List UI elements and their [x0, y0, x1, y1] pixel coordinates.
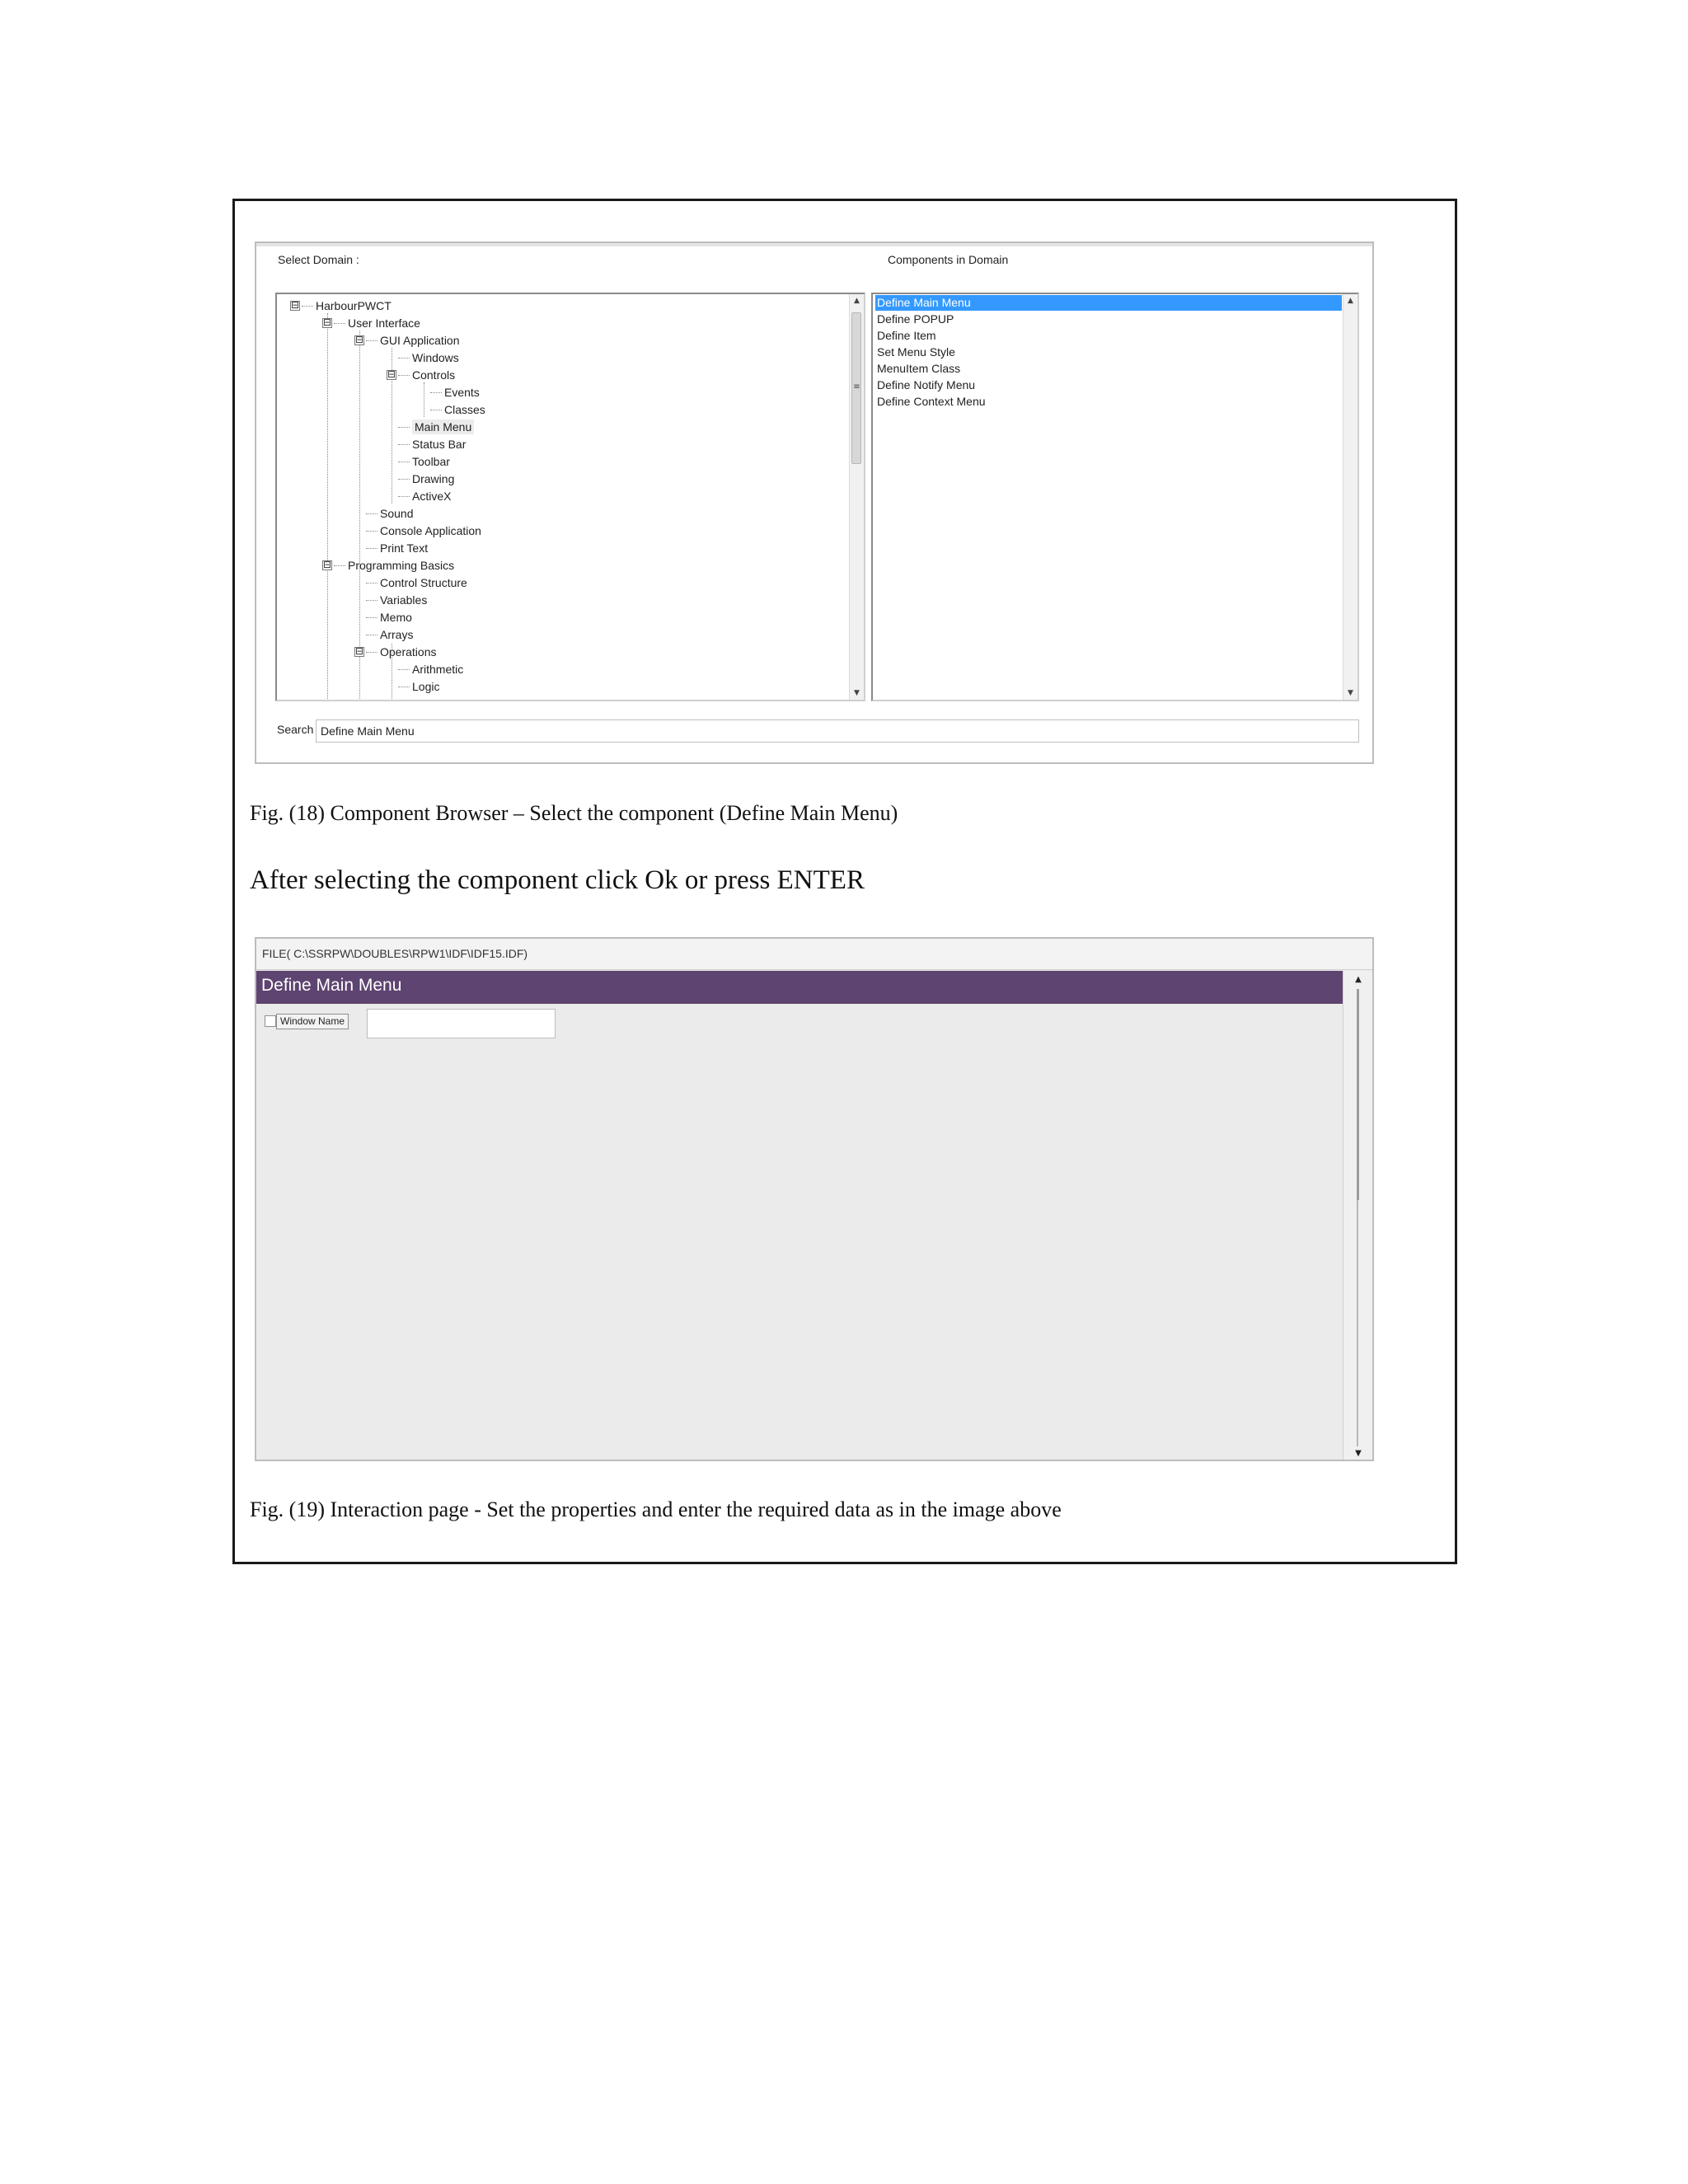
figure-18-caption: Fig. (18) Component Browser – Select the component (Define Main Menu): [250, 801, 898, 825]
component-list-item[interactable]: Set Menu Style: [877, 345, 955, 359]
file-path-bar: FILE( C:\SSRPW\DOUBLES\RPW1\IDF\IDF15.IDF): [256, 939, 1372, 970]
tree-item[interactable]: GUI Application: [380, 334, 460, 347]
component-list-item[interactable]: Define Notify Menu: [877, 378, 976, 391]
tree-item[interactable]: Print Text: [380, 541, 429, 555]
tree-toggle-icon[interactable]: ⊟: [323, 316, 332, 328]
tree-toggle-icon[interactable]: ⊟: [355, 334, 364, 345]
browser-top-edge: [256, 243, 1372, 246]
tree-item[interactable]: Control Structure: [380, 576, 467, 589]
component-list-item[interactable]: Define Item: [877, 329, 936, 342]
tree-item[interactable]: Toolbar: [412, 455, 450, 468]
select-domain-label: Select Domain :: [278, 253, 359, 266]
domain-tree-scrollbar[interactable]: [849, 294, 864, 700]
tree-item[interactable]: Memo: [380, 611, 412, 624]
interaction-page: [255, 937, 1374, 1461]
tree-item[interactable]: Sound: [380, 507, 414, 520]
component-list-item[interactable]: Define Main Menu: [875, 295, 1342, 311]
search-label: Search: [277, 723, 314, 736]
tree-item[interactable]: Windows: [412, 351, 459, 364]
tree-toggle-icon[interactable]: ⊟: [291, 299, 300, 311]
tree-toggle-icon[interactable]: ⊟: [355, 645, 364, 657]
component-list-item[interactable]: Define Context Menu: [877, 395, 986, 408]
window-name-label[interactable]: Window Name: [276, 1014, 349, 1029]
components-list[interactable]: [871, 293, 1359, 701]
tree-item[interactable]: Main Menu: [412, 419, 474, 434]
scroll-down-icon[interactable]: ▼: [1348, 689, 1353, 697]
window-name-input[interactable]: [367, 1009, 556, 1038]
component-browser: [255, 241, 1374, 764]
tree-item[interactable]: HarbourPWCT: [316, 299, 392, 312]
scroll-thumb[interactable]: [1357, 989, 1359, 1200]
tree-toggle-icon[interactable]: ⊟: [323, 559, 332, 570]
figure-19-caption: Fig. (19) Interaction page - Set the properties and enter the required data as in the image above: [250, 1497, 1062, 1521]
tree-toggle-icon[interactable]: ⊟: [387, 368, 396, 380]
search-input[interactable]: Define Main Menu: [316, 719, 1359, 743]
scroll-down-icon[interactable]: ▼: [854, 689, 860, 697]
components-list-scrollbar[interactable]: [1343, 294, 1357, 700]
tree-item[interactable]: Status Bar: [412, 438, 467, 451]
component-list-item[interactable]: Define POPUP: [877, 312, 954, 326]
tree-item[interactable]: Logic: [412, 680, 440, 693]
interaction-content: [256, 1004, 1343, 1461]
tree-item[interactable]: Operations: [380, 645, 437, 658]
tree-item[interactable]: Console Application: [380, 524, 481, 537]
tree-item[interactable]: Controls: [412, 368, 456, 382]
tree-item[interactable]: User Interface: [348, 316, 420, 330]
interaction-scrollbar[interactable]: [1343, 971, 1372, 1461]
domain-tree[interactable]: [275, 293, 865, 701]
scroll-up-icon[interactable]: ▲: [1355, 975, 1362, 984]
window-name-checkbox[interactable]: [265, 1015, 276, 1027]
scroll-down-icon[interactable]: ▼: [1355, 1449, 1362, 1458]
tree-item[interactable]: Arrays: [380, 628, 414, 641]
tree-item[interactable]: Events: [444, 386, 480, 399]
scroll-up-icon[interactable]: ▲: [854, 297, 860, 305]
components-in-domain-label: Components in Domain: [888, 253, 1009, 266]
tree-item[interactable]: Arithmetic: [412, 663, 464, 676]
page-frame: [232, 199, 1457, 1564]
instruction-text: After selecting the component click Ok or press ENTER: [250, 865, 865, 895]
tree-item[interactable]: Drawing: [412, 472, 455, 485]
tree-item[interactable]: Programming Basics: [348, 559, 455, 572]
scroll-grip-icon: ≡: [853, 382, 860, 391]
tree-item[interactable]: ActiveX: [412, 490, 452, 503]
interaction-title: Define Main Menu: [256, 971, 1343, 1004]
domain-tree-content: [277, 294, 849, 700]
tree-item[interactable]: Variables: [380, 593, 428, 607]
tree-item[interactable]: Classes: [444, 403, 485, 416]
component-list-item[interactable]: MenuItem Class: [877, 362, 961, 375]
scroll-up-icon[interactable]: ▲: [1348, 297, 1353, 305]
